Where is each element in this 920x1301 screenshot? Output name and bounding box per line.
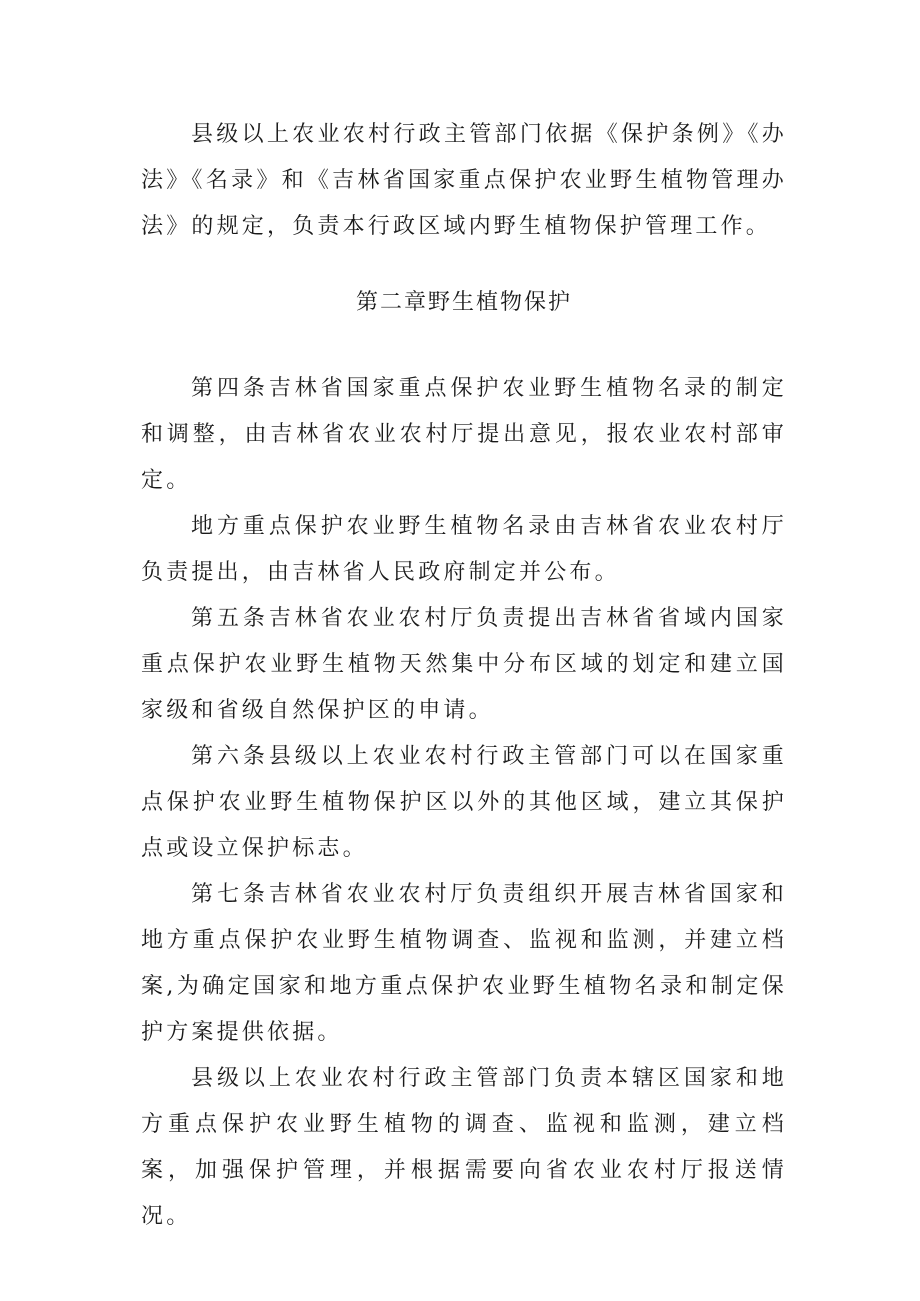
paragraph-article-6: 第六条县级以上农业农村行政主管部门可以在国家重点保护农业野生植物保护区以外的其他区域，建立其保护点或设立保护标志。 — [141, 744, 787, 861]
paragraph-county-survey: 县级以上农业农村行政主管部门负责本辖区国家和地方重点保护农业野生植物的调查、监视和监测，建立档案，加强保护管理，并根据需要向省农业农村厅报送情况。 — [141, 1066, 787, 1229]
paragraph-local-list: 地方重点保护农业野生植物名录由吉林省农业农村厅负责提出，由吉林省人民政府制定并公布。 — [141, 514, 787, 585]
document-body — [141, 112, 787, 1240]
chapter-title: 第二章野生植物保护 — [355, 290, 572, 315]
paragraph-article-5: 第五条吉林省农业农村厅负责提出吉林省省域内国家重点保护农业野生植物天然集中分布区域的划定和建立国家级和省级自然保护区的申请。 — [141, 606, 787, 723]
paragraph-county-responsibility: 县级以上农业农村行政主管部门依据《保护条例》《办法》《名录》和《吉林省国家重点保护农业野生植物管理办法》的规定，负责本行政区域内野生植物保护管理工作。 — [141, 122, 787, 239]
paragraph-article-7: 第七条吉林省农业农村厅负责组织开展吉林省国家和地方重点保护农业野生植物调查、监视和监测，并建立档案,为确定国家和地方重点保护农业野生植物名录和制定保护方案提供依据。 — [141, 882, 787, 1045]
paragraph-article-4: 第四条吉林省国家重点保护农业野生植物名录的制定和调整，由吉林省农业农村厅提出意见，报农业农村部审定。 — [141, 376, 787, 493]
